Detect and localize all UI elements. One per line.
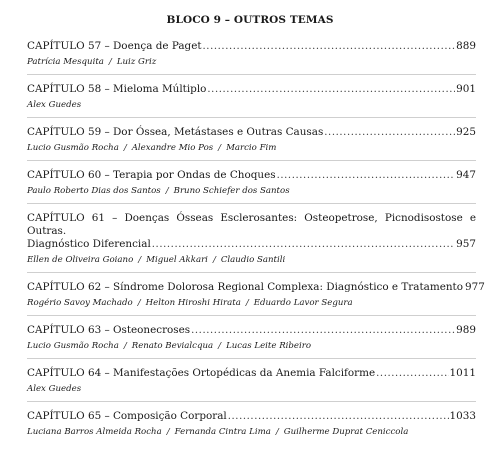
chapter-authors [27, 340, 476, 352]
author-separator: / [166, 427, 170, 437]
dot-leader [228, 410, 449, 423]
author-separator: / [123, 341, 127, 351]
page-number: 957 [456, 238, 476, 250]
chapter-authors [27, 56, 476, 68]
author-name: Marcio Fim [226, 143, 277, 153]
author-name: Patrícia Mesquita [27, 57, 104, 67]
toc-title-line [27, 410, 476, 423]
author-name: Lucas Leite Ribeiro [226, 341, 312, 351]
chapter-title: CAPÍTULO 63 – Osteonecroses [27, 324, 191, 336]
toc-title-line [27, 367, 476, 380]
author-name: Alex Guedes [27, 384, 82, 394]
toc-title-line [27, 126, 476, 139]
author-name: Lucio Gusmão Rocha [27, 143, 119, 153]
author-name: Bruno Schiefer dos Santos [173, 186, 290, 196]
chapter-title: CAPÍTULO 64 – Manifestações Ortopédicas da Anemia Falciforme [27, 367, 376, 379]
chapter-title: CAPÍTULO 59 – Dor Óssea, Metástases e Outras Causas [27, 126, 324, 138]
page-number: 901 [456, 83, 476, 95]
toc-entry[interactable] [27, 410, 476, 444]
dot-leader [207, 83, 455, 96]
dot-leader [376, 367, 448, 380]
chapter-authors [27, 426, 476, 438]
page-number: 989 [456, 324, 476, 336]
author-name: Luciana Barros Almeida Rocha [27, 427, 162, 437]
page-number: 925 [456, 126, 476, 138]
chapter-authors [27, 297, 476, 309]
page-number: 977 [464, 281, 485, 293]
page-number: 889 [456, 40, 476, 52]
toc-title-line [27, 83, 476, 96]
author-separator: / [212, 255, 216, 265]
dot-leader [191, 324, 455, 337]
chapter-title: CAPÍTULO 61 – Doenças Ósseas Esclerosantes: Osteopetrose, Picnodisostose e Outras. [27, 212, 476, 237]
dot-leader [277, 169, 456, 182]
toc-entry[interactable] [27, 281, 485, 316]
toc-title-line [27, 40, 476, 53]
toc-entry[interactable] [27, 83, 476, 118]
toc-entry[interactable] [27, 212, 476, 273]
table-of-contents [27, 40, 485, 452]
author-name: Alex Guedes [27, 100, 82, 110]
author-name: Helton Hiroshi Hirata [145, 298, 241, 308]
author-separator: / [218, 143, 222, 153]
toc-entry[interactable] [27, 40, 476, 75]
toc-title-line [27, 238, 476, 251]
author-separator: / [275, 427, 279, 437]
author-separator: / [123, 143, 127, 153]
toc-entry[interactable] [27, 126, 476, 161]
author-name: Fernanda Cintra Lima [174, 427, 271, 437]
author-separator: / [218, 341, 222, 351]
toc-entry[interactable] [27, 367, 476, 402]
author-name: Guilherme Duprat Ceniccola [283, 427, 409, 437]
section-title: BLOCO 9 – OUTROS TEMAS [166, 14, 334, 26]
author-name: Luiz Griz [116, 57, 157, 67]
author-separator: / [138, 255, 142, 265]
chapter-title: CAPÍTULO 65 – Composição Corporal [27, 410, 227, 422]
author-name: Lucio Gusmão Rocha [27, 341, 119, 351]
chapter-authors [27, 99, 476, 111]
page-number: 1033 [449, 410, 476, 422]
author-separator: / [245, 298, 249, 308]
author-name: Rogério Savoy Machado [27, 298, 133, 308]
chapter-title-continuation: Diagnóstico Diferencial [27, 238, 151, 250]
author-name: Miguel Akkari [146, 255, 208, 265]
dot-leader [203, 40, 456, 53]
toc-title-line [27, 169, 476, 182]
dot-leader [324, 126, 455, 139]
chapter-authors [27, 142, 476, 154]
chapter-title: CAPÍTULO 62 – Síndrome Dolorosa Regional Complexa: Diagnóstico e Tratamento [27, 281, 463, 293]
author-name: Paulo Roberto Dias dos Santos [27, 186, 161, 196]
author-name: Alexandre Mio Pos [131, 143, 214, 153]
author-name: Ellen de Oliveira Goiano [27, 255, 134, 265]
author-name: Eduardo Lavor Segura [253, 298, 353, 308]
page-number: 1011 [449, 367, 476, 379]
chapter-title: CAPÍTULO 58 – Mieloma Múltiplo [27, 83, 207, 95]
author-name: Claudio Santili [220, 255, 286, 265]
chapter-authors [27, 383, 476, 395]
author-separator: / [108, 57, 112, 67]
toc-entry[interactable] [27, 324, 476, 359]
chapter-title: CAPÍTULO 57 – Doença de Paget [27, 40, 202, 52]
chapter-title: CAPÍTULO 60 – Terapia por Ondas de Choques [27, 169, 276, 181]
toc-entry[interactable] [27, 169, 476, 204]
dot-leader [152, 238, 455, 251]
chapter-authors [27, 185, 476, 197]
author-separator: / [165, 186, 169, 196]
author-separator: / [137, 298, 141, 308]
toc-title-line [27, 324, 476, 337]
author-name: Renato Bevialcqua [131, 341, 214, 351]
chapter-authors [27, 254, 476, 266]
toc-title-line [27, 281, 485, 294]
page-number: 947 [456, 169, 476, 181]
